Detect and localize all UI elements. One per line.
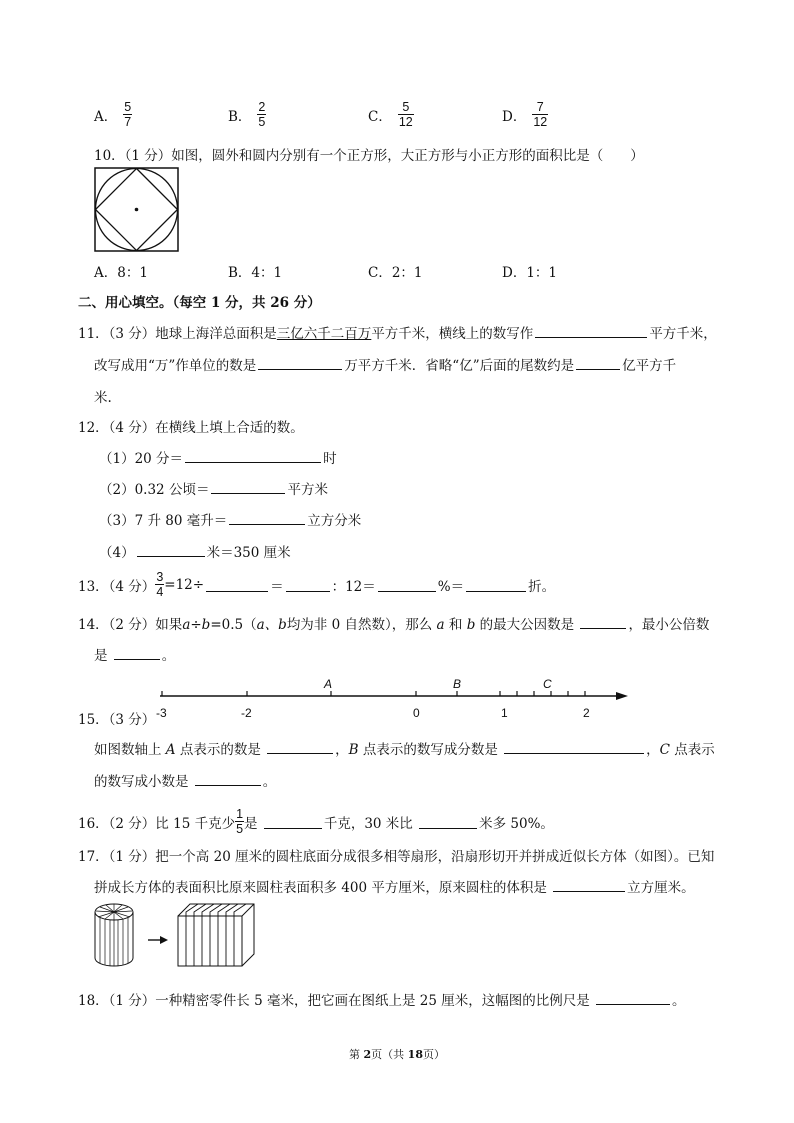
answer-blank[interactable] xyxy=(535,323,647,338)
q15-line3: 的数写成小数是 。 xyxy=(94,770,276,790)
tick-label: -2 xyxy=(241,706,252,720)
q17-line1: 17．（1 分）把一个高 20 厘米的圆柱底面分成很多相等扇形，沿扇形切开并拼成近似长方体（如图）。已知 xyxy=(78,849,715,865)
q10-option-d: D．1：1 xyxy=(502,265,558,281)
answer-blank[interactable] xyxy=(137,542,205,557)
q12-item-1: （1）20 分＝ 时 xyxy=(99,447,337,467)
fraction: $\frac{7}{12}$ xyxy=(533,100,548,129)
q11-line1: 11．（3 分）地球上海洋总面积是三亿六千二百万平方千米，横线上的数写作 平方千米， xyxy=(78,322,717,342)
tick-label: -3 xyxy=(156,706,167,720)
answer-blank[interactable] xyxy=(596,990,670,1005)
point-label-a: A xyxy=(324,677,333,691)
q11-line3: 米. xyxy=(94,390,112,406)
answer-blank[interactable] xyxy=(419,814,477,829)
q18-line: 18．（1 分）一种精密零件长 5 毫米，把它画在图纸上是 25 厘米，这幅图的比例尺是 。 xyxy=(78,989,686,1009)
q12-item-4: （4） 米＝350 厘米 xyxy=(99,541,291,561)
fraction: $\frac{3}{4}$ xyxy=(156,570,164,599)
tick-label: 0 xyxy=(413,706,420,720)
axis-arrow xyxy=(616,692,628,700)
q9-option-c: C． $\frac{5}{12}$ xyxy=(368,100,413,129)
fraction: $\frac{5}{12}$ xyxy=(398,100,413,129)
answer-blank[interactable] xyxy=(267,739,333,754)
answer-blank[interactable] xyxy=(211,479,285,494)
page-footer: 第 2页（共 18页） xyxy=(349,1048,445,1061)
answer-blank[interactable] xyxy=(206,577,268,592)
q10-option-b: B．4：1 xyxy=(228,265,283,281)
q10-option-a: A．8：1 xyxy=(94,265,148,281)
answer-blank[interactable] xyxy=(553,877,625,892)
q14-line1: 14．（2 分）如果a÷b=0.5（a、b均为非 0 自然数），那么 a 和 b 的最大公因数是 ，最小公倍数 xyxy=(78,613,709,633)
answer-blank[interactable] xyxy=(378,577,436,592)
fraction: $\frac{5}{7}$ xyxy=(124,100,132,129)
answer-blank[interactable] xyxy=(114,645,160,660)
q9-option-a: A． $\frac{5}{7}$ xyxy=(94,100,132,129)
fraction: $\frac{1}{5}$ xyxy=(236,807,244,836)
q15-line2: 如图数轴上 A 点表示的数是 ，B 点表示的数写成分数是 ，C 点表示 xyxy=(94,738,715,758)
q10-text: 10．（1 分）如图，圆外和圆内分别有一个正方形，大正方形与小正方形的面积比是（ ） xyxy=(94,148,644,164)
cylinder xyxy=(95,904,133,966)
q13-line: 13．（4 分） $\frac{3}{4}$ =12÷ ＝ ：12＝ %＝ 折。 xyxy=(78,570,556,599)
q17-line2: 拼成长方体的表面积比原来圆柱表面积多 400 平方厘米，原来圆柱的体积是 立方厘米。 xyxy=(94,876,695,896)
q14-line2: 是 。 xyxy=(94,644,175,664)
answer-blank[interactable] xyxy=(466,577,526,592)
ticks xyxy=(162,691,585,696)
q9-option-b: B． $\frac{2}{5}$ xyxy=(228,100,266,129)
q15-number-line xyxy=(150,688,630,712)
q9-option-d: D． $\frac{7}{12}$ xyxy=(502,100,548,129)
q12-text: 12．（4 分）在横线上填上合适的数。 xyxy=(78,420,304,436)
fraction: $\frac{2}{5}$ xyxy=(258,100,266,129)
q15-text: 15．（3 分） xyxy=(78,712,156,728)
answer-blank[interactable] xyxy=(258,355,342,370)
point-label-c: C xyxy=(543,677,552,691)
q16-line: 16．（2 分）比 15 千克少 $\frac{1}{5}$ 是 千克，30 米比 米多 50%。 xyxy=(78,807,554,836)
arrow xyxy=(148,936,168,944)
q10-figure-square-circle xyxy=(94,167,180,253)
q12-item-2: （2）0.32 公顷＝ 平方米 xyxy=(99,478,328,498)
answer-blank[interactable] xyxy=(576,355,620,370)
answer-blank[interactable] xyxy=(264,814,322,829)
answer-blank[interactable] xyxy=(195,771,261,786)
answer-blank[interactable] xyxy=(286,577,330,592)
q11-line2: 改写成用“万”作单位的数是 万平方千米．省略“亿”后面的尾数约是 亿平方千 xyxy=(94,354,676,374)
tick-label: 2 xyxy=(583,706,590,720)
answer-blank[interactable] xyxy=(185,448,321,463)
tick-label: 1 xyxy=(501,706,508,720)
answer-blank[interactable] xyxy=(504,739,644,754)
q17-cylinder-to-cuboid-figure xyxy=(92,900,292,972)
point-label-b: B xyxy=(453,677,462,691)
answer-blank[interactable] xyxy=(580,614,626,629)
answer-blank[interactable] xyxy=(229,510,305,525)
section-title: 二、用心填空。（每空 1 分，共 26 分） xyxy=(78,295,321,311)
center-dot xyxy=(135,208,139,212)
q10-option-c: C．2：1 xyxy=(368,265,423,281)
cuboid xyxy=(178,904,254,966)
q12-item-3: （3）7 升 80 毫升＝ 立方分米 xyxy=(99,509,361,529)
